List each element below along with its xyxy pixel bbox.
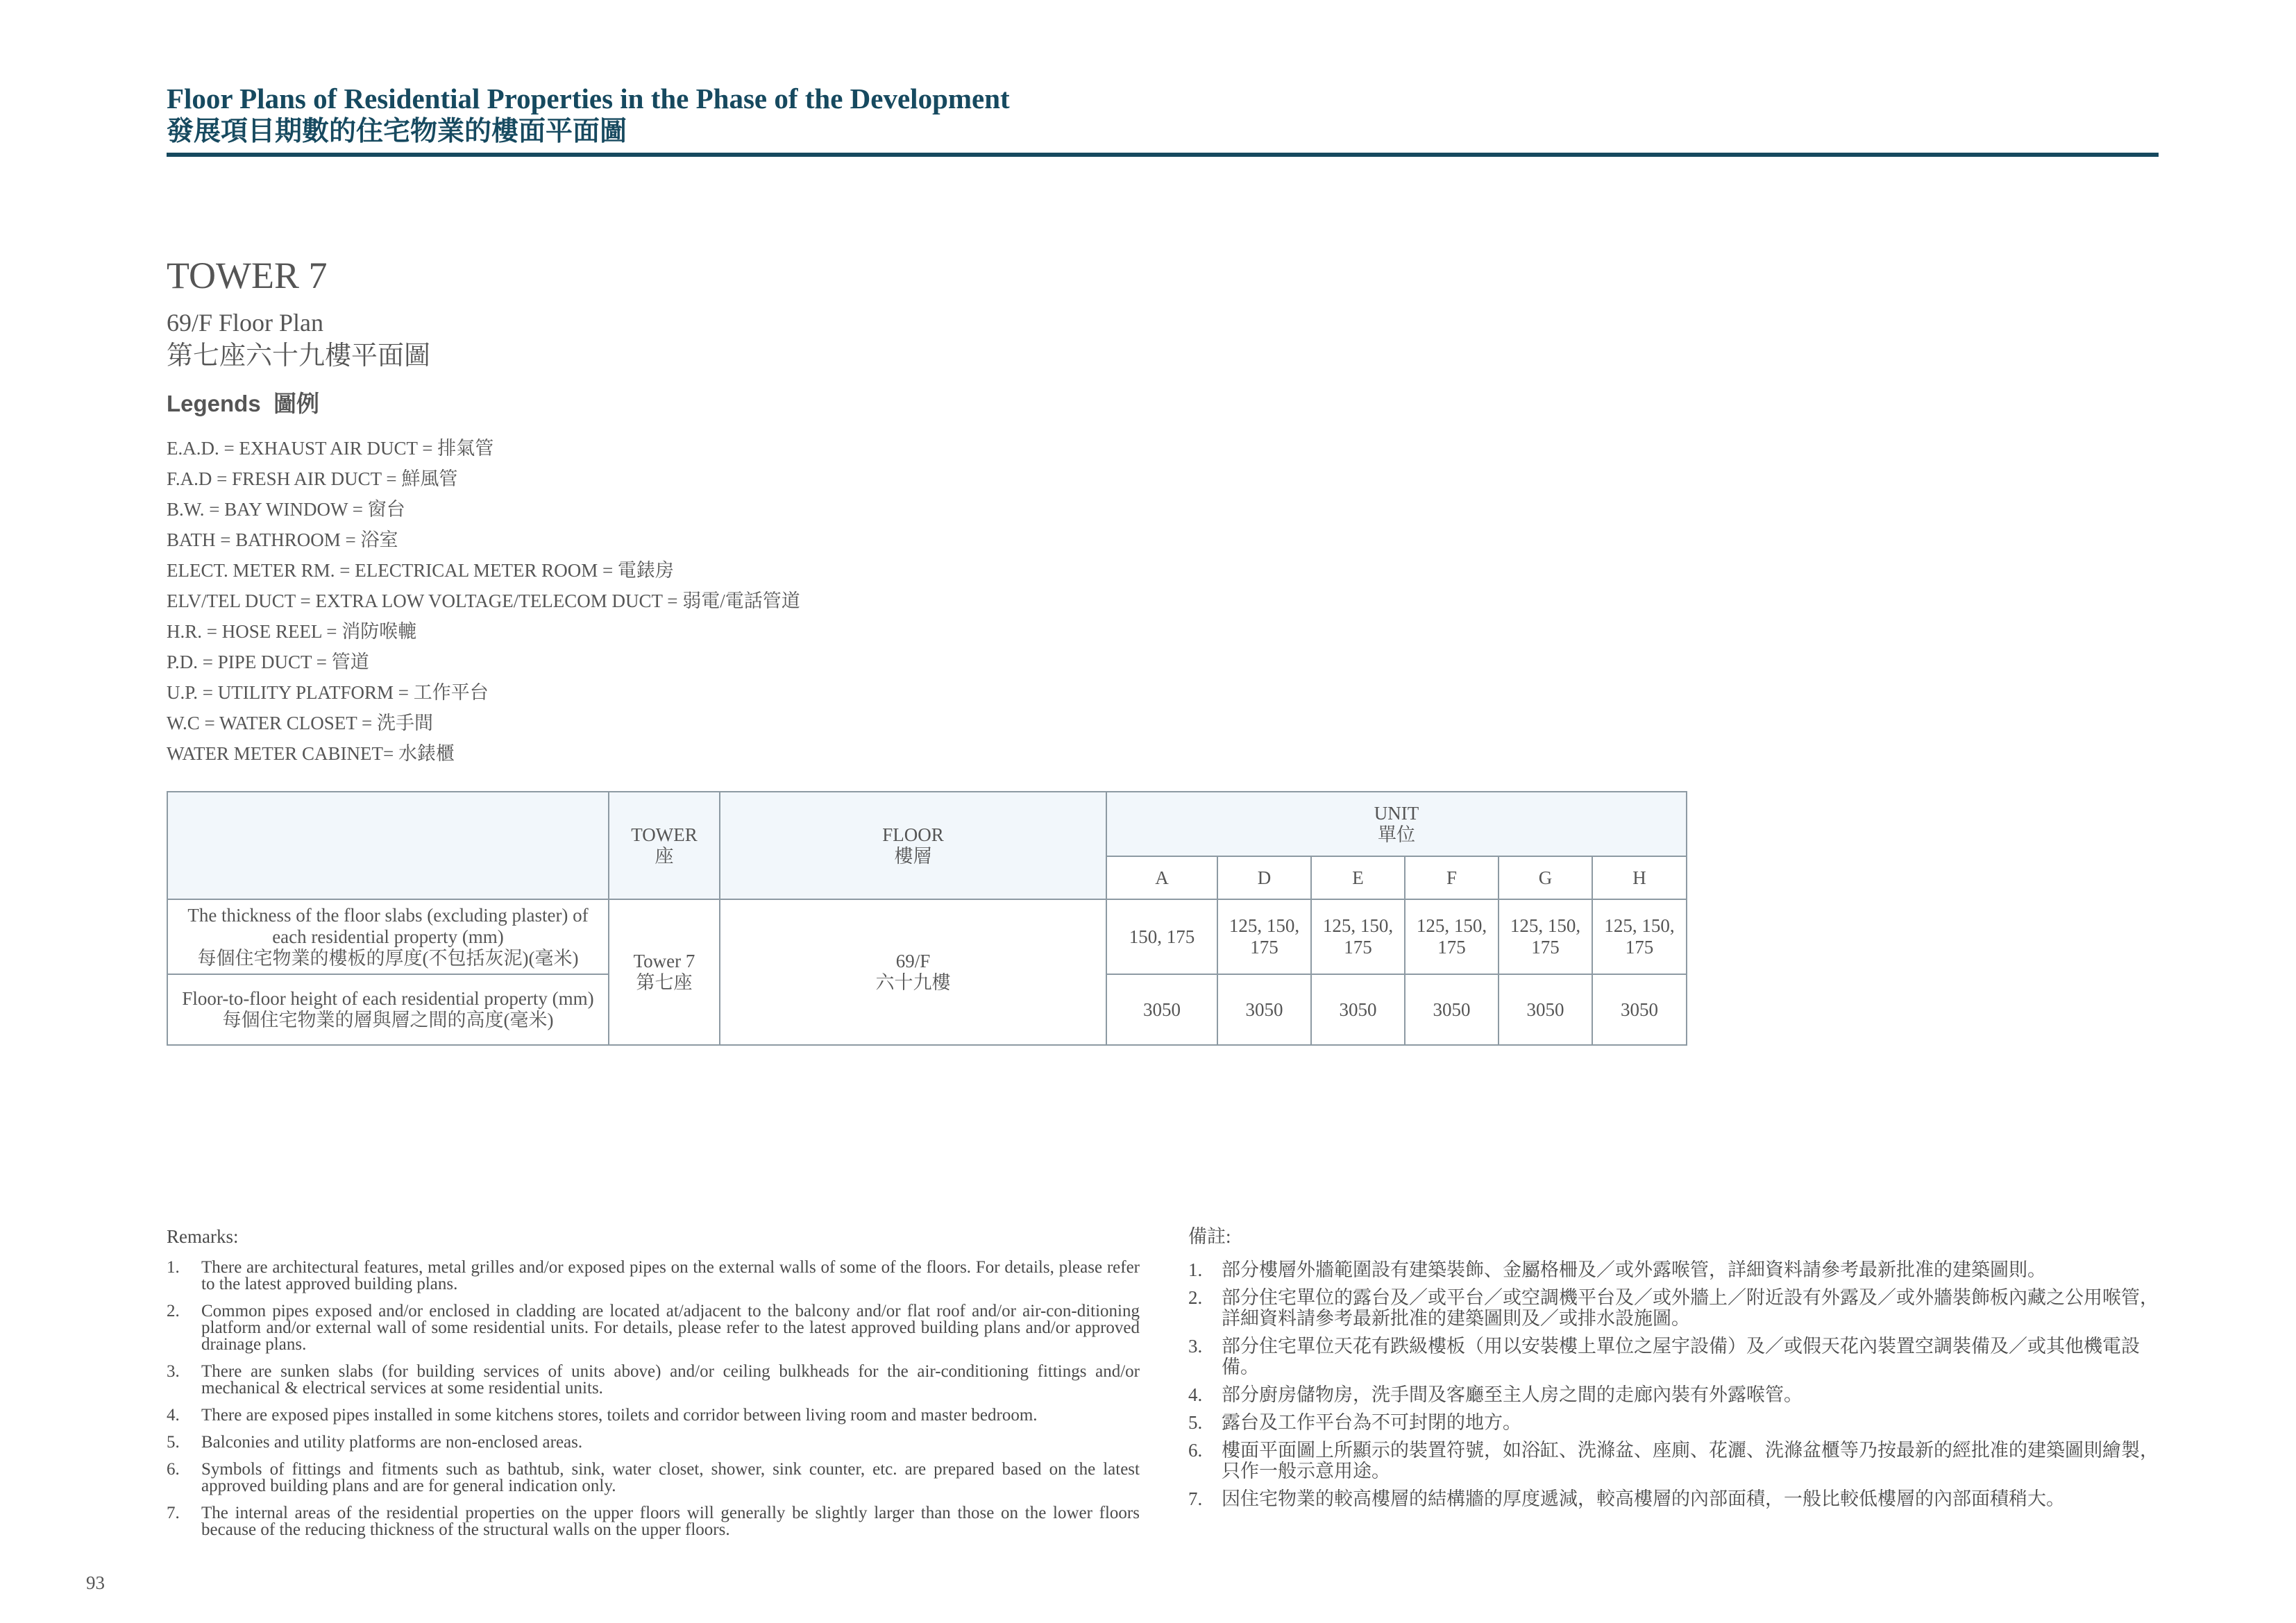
tower-value-zh: 第七座 bbox=[636, 972, 693, 993]
remark-item bbox=[1188, 1412, 2159, 1433]
remark-text: 樓面平面圖上所顯示的裝置符號，如浴缸、洗滌盆、座廁、花灑、洗滌盆櫃等乃按最新的經批准的建築圖則繪製，只作一般示意用途。 bbox=[1222, 1440, 2159, 1481]
table-cell: 125, 150, 175 bbox=[1405, 899, 1499, 974]
remark-text: Symbols of fittings and fitments such as bathtub, sink, water closet, shower, sink counter, etc. are prepared based on the latest approved building plans and are for general indication only. bbox=[201, 1460, 1140, 1495]
tower-value-cell bbox=[609, 899, 720, 1045]
legend-item: F.A.D = FRESH AIR DUCT = 鮮風管 bbox=[167, 468, 458, 489]
table-cell: 3050 bbox=[1217, 974, 1311, 1045]
slab-thickness-label bbox=[167, 899, 609, 974]
remark-number: 3. bbox=[167, 1362, 180, 1381]
legend-item: ELV/TEL DUCT = EXTRA LOW VOLTAGE/TELECOM DUCT = 弱電/電話管道 bbox=[167, 590, 800, 611]
table-cell: 125, 150, 175 bbox=[1499, 899, 1592, 974]
row-label-en: The thickness of the floor slabs (excluding plaster) of each residential property (mm) bbox=[187, 904, 589, 947]
unit-column-header: G bbox=[1499, 856, 1592, 899]
floor-value-zh: 六十九樓 bbox=[875, 972, 951, 993]
remark-text: 部分住宅單位的露台及／或平台／或空調機平台及／或外牆上／附近設有外露及／或外牆裝飾板內藏之公用喉管，詳細資料請參考最新批准的建築圖則及／或排水設施圖。 bbox=[1222, 1287, 2159, 1329]
remark-number: 5. bbox=[1188, 1412, 1203, 1433]
header-divider bbox=[167, 153, 2159, 157]
remark-number: 6. bbox=[1188, 1440, 1203, 1461]
tower-title: TOWER 7 bbox=[167, 255, 328, 296]
remarks-english bbox=[167, 1225, 1140, 1549]
floor-plan-title-zh: 第七座六十九樓平面圖 bbox=[167, 341, 431, 371]
floor-value-en: 69/F bbox=[895, 951, 931, 971]
remarks-list-en bbox=[167, 1259, 1140, 1538]
legend-item: B.W. = BAY WINDOW = 窗台 bbox=[167, 499, 405, 520]
remark-item bbox=[167, 1434, 1140, 1451]
remark-number: 1. bbox=[1188, 1259, 1203, 1280]
row-label-zh: 每個住宅物業的樓板的厚度(不包括灰泥)(毫米) bbox=[197, 947, 579, 969]
remark-text: 部分樓層外牆範圍設有建築裝飾、金屬格柵及／或外露喉管，詳細資料請參考最新批准的建築圖則。 bbox=[1222, 1259, 2046, 1280]
remark-number: 7. bbox=[167, 1504, 180, 1522]
remark-number: 2. bbox=[1188, 1287, 1203, 1308]
remark-text: There are architectural features, metal grilles and/or exposed pipes on the external walls of some of the floors. For details, please refer to the latest approved building plans. bbox=[201, 1258, 1140, 1293]
remark-text: 露台及工作平台為不可封閉的地方。 bbox=[1222, 1412, 1521, 1433]
unit-column-header: F bbox=[1405, 856, 1499, 899]
remark-text: 部分住宅單位天花有跌級樓板（用以安裝樓上單位之屋宇設備）及／或假天花內裝置空調裝備及／或其他機電設備。 bbox=[1222, 1336, 2140, 1377]
remark-item bbox=[1188, 1440, 2159, 1481]
remarks-chinese bbox=[1188, 1225, 2159, 1516]
legend-item: U.P. = UTILITY PLATFORM = 工作平台 bbox=[167, 682, 489, 703]
legend-item: E.A.D. = EXHAUST AIR DUCT = 排氣管 bbox=[167, 438, 494, 459]
remark-item bbox=[1188, 1488, 2159, 1509]
legends-heading-zh: 圖例 bbox=[273, 391, 320, 416]
remark-number: 5. bbox=[167, 1433, 180, 1452]
remark-number: 1. bbox=[167, 1258, 180, 1277]
remark-text: The internal areas of the residential properties on the upper floors will generally be slightly larger than those on the lower floors because of the reducing thickness of the structural walls on the upper floors. bbox=[201, 1504, 1140, 1539]
remark-item bbox=[1188, 1384, 2159, 1405]
remark-text: There are exposed pipes installed in some kitchens stores, toilets and corridor between living room and master bedroom. bbox=[201, 1406, 1038, 1425]
remark-item bbox=[167, 1461, 1140, 1495]
tower-header-cell bbox=[609, 792, 720, 899]
legend-item: BATH = BATHROOM = 浴室 bbox=[167, 529, 398, 550]
remark-number: 4. bbox=[167, 1406, 180, 1425]
remark-number: 7. bbox=[1188, 1488, 1203, 1509]
floor-header-zh: 樓層 bbox=[894, 845, 932, 867]
row-label-en: Floor-to-floor height of each residential property (mm) bbox=[182, 988, 594, 1009]
remarks-title-zh: 備註: bbox=[1188, 1226, 1231, 1247]
row-label-zh: 每個住宅物業的層與層之間的高度(毫米) bbox=[222, 1010, 554, 1030]
remarks-title-en: Remarks: bbox=[167, 1226, 239, 1247]
remark-text: 部分廚房儲物房，洗手間及客廳至主人房之間的走廊內裝有外露喉管。 bbox=[1222, 1384, 1803, 1405]
floor-height-label bbox=[167, 974, 609, 1045]
remark-item bbox=[1188, 1259, 2159, 1280]
unit-header-cell bbox=[1106, 792, 1687, 856]
remarks-list-zh bbox=[1188, 1259, 2159, 1509]
remark-text: There are sunken slabs (for building services of units above) and/or ceiling bulkheads for the air-conditioning fittings and/or mechanical & electrical services at some residential units. bbox=[201, 1362, 1140, 1397]
legend-item: ELECT. METER RM. = ELECTRICAL METER ROOM = 電錶房 bbox=[167, 560, 674, 581]
legend-item: P.D. = PIPE DUCT = 管道 bbox=[167, 652, 369, 672]
table-cell: 3050 bbox=[1592, 974, 1687, 1045]
floor-spec-table bbox=[167, 791, 1687, 1046]
table-cell: 125, 150, 175 bbox=[1592, 899, 1687, 974]
table-cell: 3050 bbox=[1405, 974, 1499, 1045]
tower-value-en: Tower 7 bbox=[633, 951, 695, 971]
unit-column-header: H bbox=[1592, 856, 1687, 899]
remark-item bbox=[1188, 1336, 2159, 1377]
floor-header-cell bbox=[720, 792, 1106, 899]
table-corner-cell bbox=[167, 792, 609, 899]
remark-text: Common pipes exposed and/or enclosed in cladding are located at/adjacent to the balcony and/or flat roof and/or air-con-ditioning platform and/or external wall of some residential units. For details, please refer to the latest approved building plans and/or approved drainage plans. bbox=[201, 1302, 1140, 1354]
remark-number: 2. bbox=[167, 1302, 180, 1320]
floor-header-en: FLOOR bbox=[882, 824, 944, 845]
legend-list bbox=[167, 433, 800, 769]
header-title-en: Floor Plans of Residential Properties in the Phase of the Development bbox=[167, 83, 1010, 114]
unit-column-header: A bbox=[1106, 856, 1217, 899]
page-header bbox=[167, 82, 2159, 148]
remark-item bbox=[167, 1363, 1140, 1397]
table-cell: 125, 150, 175 bbox=[1311, 899, 1405, 974]
legend-item: H.R. = HOSE REEL = 消防喉轆 bbox=[167, 621, 417, 642]
tower-header-zh: 座 bbox=[655, 845, 674, 867]
table-cell: 3050 bbox=[1499, 974, 1592, 1045]
floor-plan-title-en: 69/F Floor Plan bbox=[167, 309, 324, 337]
remark-number: 3. bbox=[1188, 1336, 1203, 1357]
remark-item bbox=[1188, 1287, 2159, 1329]
remark-item bbox=[167, 1259, 1140, 1293]
remark-item bbox=[167, 1505, 1140, 1538]
table-cell: 150, 175 bbox=[1106, 899, 1217, 974]
legends-heading-en: Legends bbox=[167, 391, 261, 416]
unit-header-zh: 單位 bbox=[1378, 824, 1415, 845]
table-row bbox=[167, 899, 1687, 974]
remark-number: 6. bbox=[167, 1460, 180, 1479]
floor-value-cell bbox=[720, 899, 1106, 1045]
page-number: 93 bbox=[86, 1572, 105, 1593]
tower-header-en: TOWER bbox=[631, 824, 698, 845]
header-title-zh: 發展項目期數的住宅物業的樓面平面圖 bbox=[167, 117, 627, 146]
remark-text: Balconies and utility platforms are non-enclosed areas. bbox=[201, 1433, 583, 1452]
table-cell: 125, 150, 175 bbox=[1217, 899, 1311, 974]
legend-item: WATER METER CABINET= 水錶櫃 bbox=[167, 743, 455, 764]
remark-item bbox=[167, 1303, 1140, 1353]
unit-column-header: D bbox=[1217, 856, 1311, 899]
remark-text: 因住宅物業的較高樓層的結構牆的厚度遞減，較高樓層的內部面積，一般比較低樓層的內部面積稍大。 bbox=[1222, 1488, 2065, 1509]
table-cell: 3050 bbox=[1106, 974, 1217, 1045]
table-cell: 3050 bbox=[1311, 974, 1405, 1045]
remark-number: 4. bbox=[1188, 1384, 1203, 1405]
legends-heading bbox=[167, 389, 319, 419]
unit-column-header: E bbox=[1311, 856, 1405, 899]
unit-header-en: UNIT bbox=[1374, 802, 1419, 824]
legend-item: W.C = WATER CLOSET = 洗手間 bbox=[167, 713, 433, 733]
remark-item bbox=[167, 1407, 1140, 1424]
